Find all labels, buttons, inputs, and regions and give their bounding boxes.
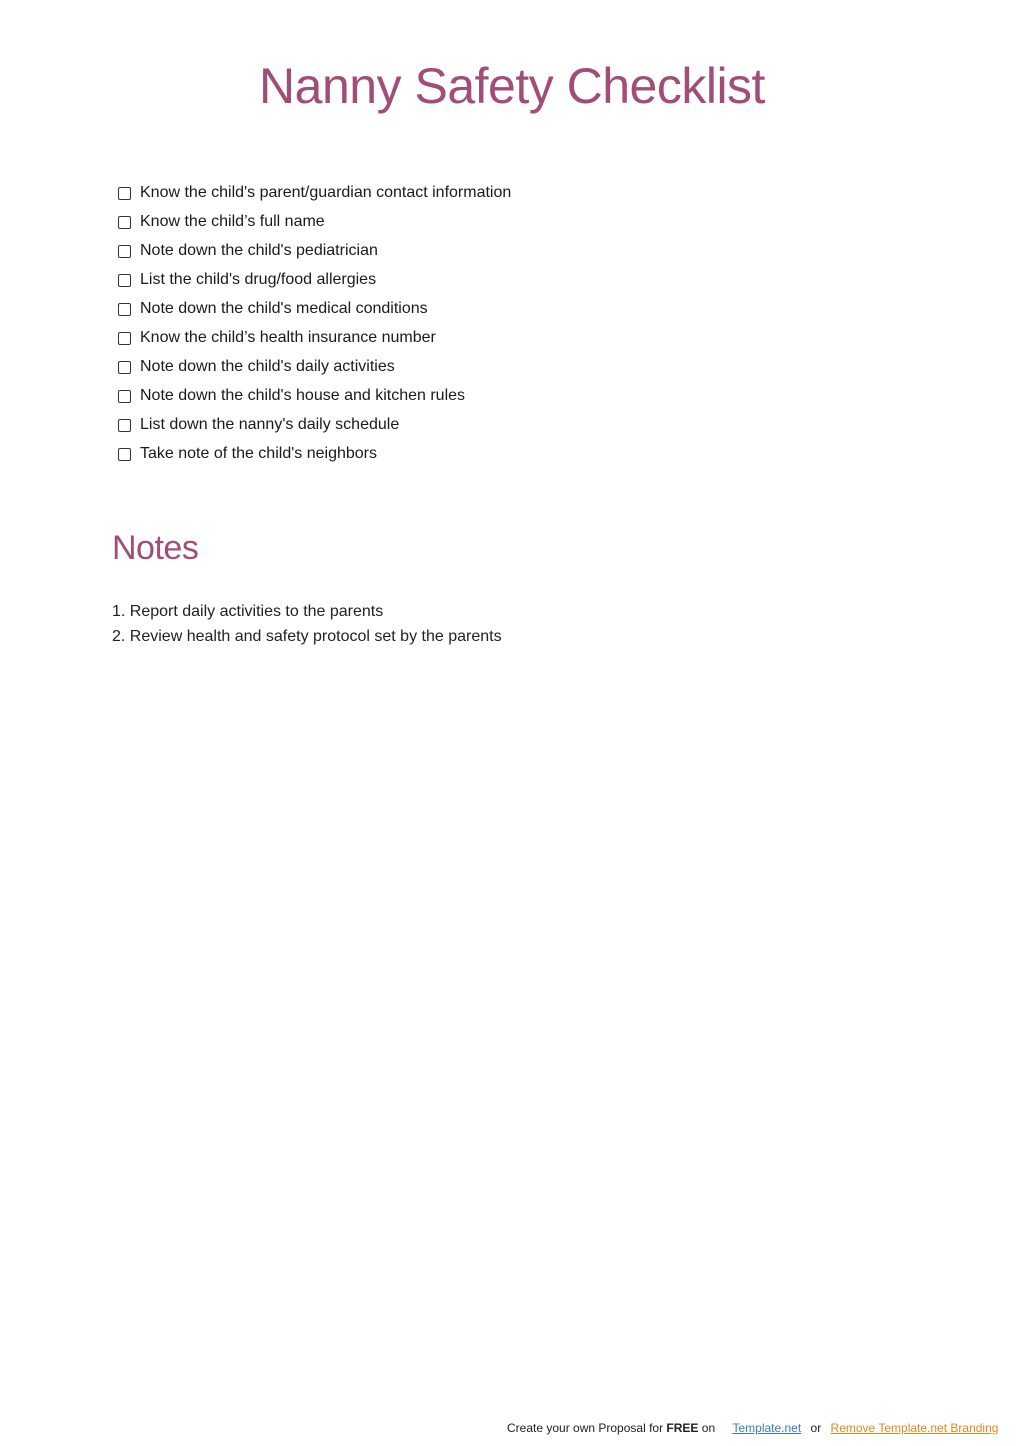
checkbox[interactable] [118, 245, 131, 258]
notes-list [112, 599, 502, 649]
safety-checklist [118, 178, 511, 468]
checklist-item[interactable] [118, 207, 511, 236]
checklist-item-label: Take note of the child's neighbors [140, 444, 377, 462]
footer-branding [507, 1420, 998, 1436]
page-title: Nanny Safety Checklist [259, 58, 765, 114]
checkbox[interactable] [118, 303, 131, 316]
template-net-link[interactable]: Template.net [732, 1421, 802, 1435]
checkbox[interactable] [118, 361, 131, 374]
checkbox[interactable] [118, 390, 131, 403]
checkbox[interactable] [118, 448, 131, 461]
checkbox[interactable] [118, 332, 131, 345]
checklist-item-label: Note down the child's medical conditions [140, 299, 428, 317]
checklist-item-label: Know the child’s health insurance number [140, 328, 436, 346]
notes-heading: Notes [112, 529, 199, 567]
footer-or-text: or [810, 1421, 822, 1435]
checklist-item[interactable] [118, 294, 511, 323]
checklist-item[interactable] [118, 323, 511, 352]
checkbox[interactable] [118, 216, 131, 229]
footer-on-text: on [698, 1421, 716, 1435]
checklist-item-label: List the child's drug/food allergies [140, 270, 377, 288]
checklist-item[interactable] [118, 381, 511, 410]
checkbox[interactable] [118, 187, 131, 200]
footer-prefix-text: Create your own Proposal for [507, 1421, 667, 1435]
checklist-item[interactable] [118, 352, 511, 381]
checklist-item-label: Note down the child's pediatrician [140, 241, 378, 259]
note-item: 2. Review health and safety protocol set by the parents [112, 628, 502, 645]
checklist-item[interactable] [118, 236, 511, 265]
checklist-item[interactable] [118, 439, 511, 468]
note-item: 1. Report daily activities to the parents [112, 603, 384, 620]
checklist-item-label: Note down the child's house and kitchen rules [140, 386, 466, 404]
checklist-item-label: Know the child's parent/guardian contact information [140, 183, 512, 201]
checklist-item-label: Know the child’s full name [140, 212, 325, 230]
checklist-item[interactable] [118, 410, 511, 439]
checkbox[interactable] [118, 419, 131, 432]
checklist-item-label: List down the nanny's daily schedule [140, 415, 400, 433]
checklist-item[interactable] [118, 178, 511, 207]
remove-branding-link[interactable]: Remove Template.net Branding [830, 1421, 999, 1435]
checklist-item-label: Note down the child's daily activities [140, 357, 395, 375]
checklist-item[interactable] [118, 265, 511, 294]
footer-free-text: FREE [666, 1421, 699, 1435]
checkbox[interactable] [118, 274, 131, 287]
